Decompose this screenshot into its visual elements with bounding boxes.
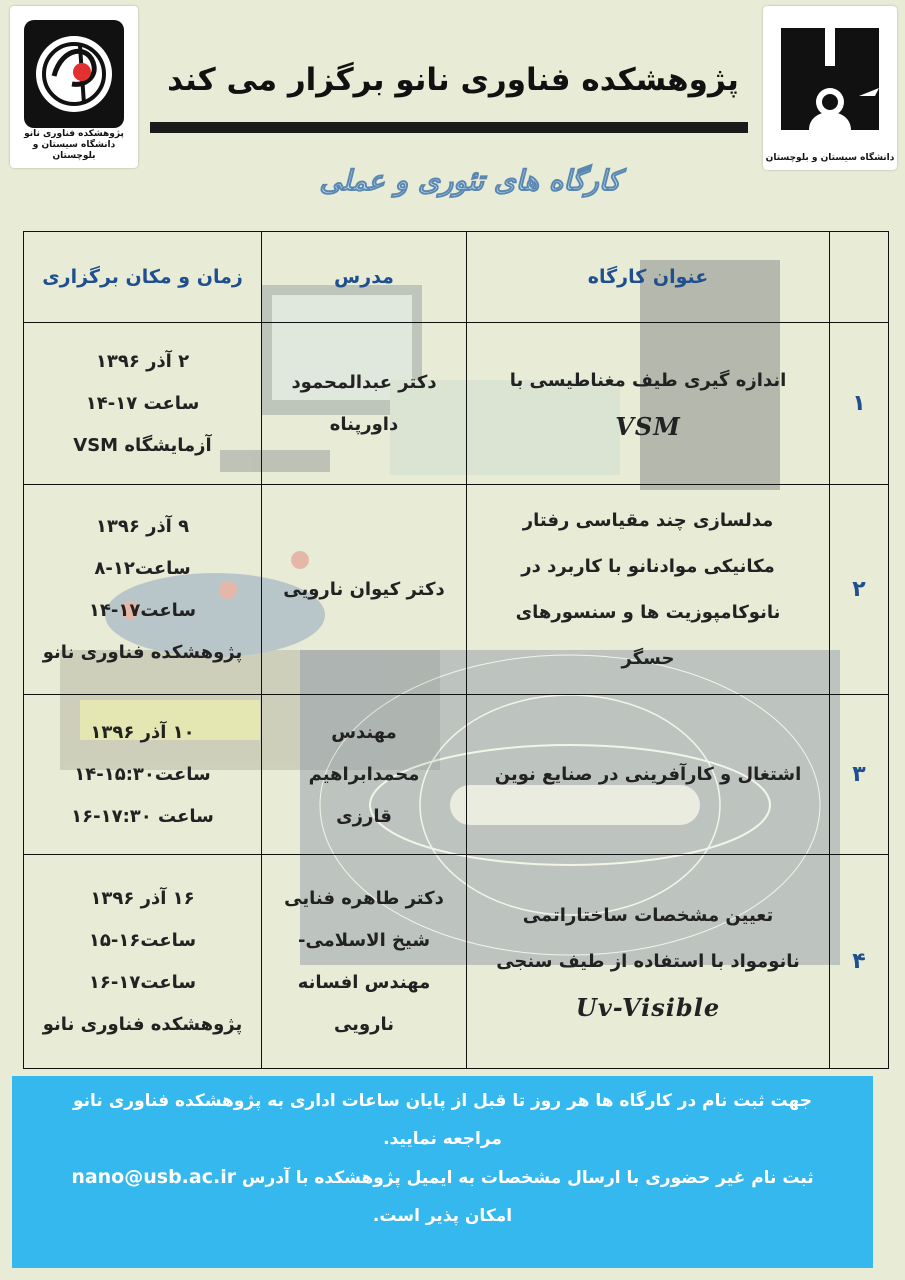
table-row xyxy=(24,855,889,1069)
title-line: نانوکامپوزیت ها و سنسورهای xyxy=(515,601,781,623)
header-title: عنوان کارگاه xyxy=(467,232,830,323)
instructor-line: مهندس افسانه xyxy=(297,971,431,993)
title-line: اندازه گیری طیف مغناطیسی با xyxy=(509,369,787,391)
instructor xyxy=(262,695,467,855)
time-line: ساعت ۱۷:۳۰-۱۶ xyxy=(71,805,214,827)
notice-line-2: مراجعه نمایید. xyxy=(383,1129,502,1149)
nano-institute-logo xyxy=(10,6,138,168)
notice-line-1: جهت ثبت نام در کارگاه ها هر روز تا قبل از پایان ساعات اداری به پژوهشکده فناوری نانو xyxy=(72,1091,812,1111)
header-number xyxy=(830,232,889,323)
title-line: تعیین مشخصات ساختاراتمی xyxy=(522,904,774,926)
workshop-title xyxy=(467,323,830,485)
workshop-title xyxy=(467,855,830,1069)
instructor xyxy=(262,485,467,695)
table-header-row xyxy=(24,232,889,323)
time-line: پژوهشکده فناوری نانو xyxy=(42,1013,243,1035)
time-line: ساعت۱۶-۱۵ xyxy=(88,929,197,951)
left-logo-caption-2: دانشگاه سیستان و بلوچستان xyxy=(32,140,116,161)
time-place xyxy=(24,485,262,695)
header-time-place: زمان و مکان برگزاری xyxy=(24,232,262,323)
title-divider xyxy=(150,122,748,133)
notice-line-3-text: ثبت نام غیر حضوری با ارسال مشخصات به ایمیل پژوهشکده با آدرس xyxy=(242,1168,814,1188)
notice-line-4: امکان پذیر است. xyxy=(372,1206,513,1226)
instructor xyxy=(262,323,467,485)
registration-notice xyxy=(12,1076,873,1268)
row-number: ۳ xyxy=(830,695,889,855)
table-row xyxy=(24,485,889,695)
row-number: ۲ xyxy=(830,485,889,695)
time-line: ۱۰ آذر ۱۳۹۶ xyxy=(90,721,195,743)
instructor-line: دکتر طاهره فنایی xyxy=(284,887,444,909)
time-line: ساعت۱۵:۳۰-۱۴ xyxy=(74,763,211,785)
time-line: ساعت۱۷-۱۶ xyxy=(88,971,197,993)
time-line: ساعت ۱۷-۱۴ xyxy=(85,392,200,414)
instructor-line: قارزی xyxy=(336,805,392,827)
title-line: حسگر xyxy=(621,647,675,669)
instructor-line: شیخ الاسلامی- xyxy=(297,929,431,951)
right-logo-caption: دانشگاه سیستان و بلوچستان xyxy=(765,153,895,163)
nano-institute-emblem-icon xyxy=(10,6,138,142)
time-line: ۲ آذر ۱۳۹۶ xyxy=(95,350,190,372)
time-line: ۹ آذر ۱۳۹۶ xyxy=(95,515,190,537)
table-row xyxy=(24,323,889,485)
row-number: ۱ xyxy=(830,323,889,485)
instructor-line: داورپناه xyxy=(329,413,399,435)
workshops-table xyxy=(23,231,889,1069)
time-line: آزمایشگاه VSM xyxy=(73,434,212,456)
title-line: Uv-Visible xyxy=(575,992,721,1022)
title-line: نانومواد با استفاده از طیف سنجی xyxy=(496,950,800,972)
workshop-title xyxy=(467,695,830,855)
table-row xyxy=(24,695,889,855)
instructor xyxy=(262,855,467,1069)
page-title: پژوهشکده فناوری نانو برگزار می کند xyxy=(167,62,739,98)
header-instructor: مدرس xyxy=(262,232,467,323)
notice-line-3 xyxy=(38,1158,847,1197)
row-number: ۴ xyxy=(830,855,889,1069)
university-logo xyxy=(763,6,897,170)
time-line: ساعت۱۲-۸ xyxy=(94,557,191,579)
university-emblem-icon xyxy=(763,6,897,146)
time-place xyxy=(24,855,262,1069)
title-line: مدلسازی چند مقیاسی رفتار xyxy=(522,509,774,531)
instructor-line: محمدابراهیم xyxy=(308,763,420,785)
title-line: اشتغال و کارآفرینی در صنایع نوین xyxy=(494,763,802,785)
time-place xyxy=(24,695,262,855)
time-line: پژوهشکده فناوری نانو xyxy=(42,641,243,663)
workshop-title xyxy=(467,485,830,695)
time-place xyxy=(24,323,262,485)
title-line: مکانیکی موادنانو با کاربرد در xyxy=(521,555,775,577)
contact-email-link[interactable]: nano@usb.ac.ir xyxy=(71,1166,237,1188)
page-subtitle: کارگاه های تئوری و عملی xyxy=(319,164,621,197)
time-line: ساعت۱۷-۱۴ xyxy=(88,599,197,621)
instructor-line: دکتر عبدالمحمود xyxy=(291,371,437,393)
title-line: VSM xyxy=(615,411,681,441)
instructor-line: دکتر کیوان نارویی xyxy=(283,578,445,600)
left-logo-caption-1: پژوهشکده فناوری نانو xyxy=(24,129,124,139)
instructor-line: نارویی xyxy=(333,1013,395,1035)
time-line: ۱۶ آذر ۱۳۹۶ xyxy=(90,887,195,909)
instructor-line: مهندس xyxy=(331,721,397,743)
